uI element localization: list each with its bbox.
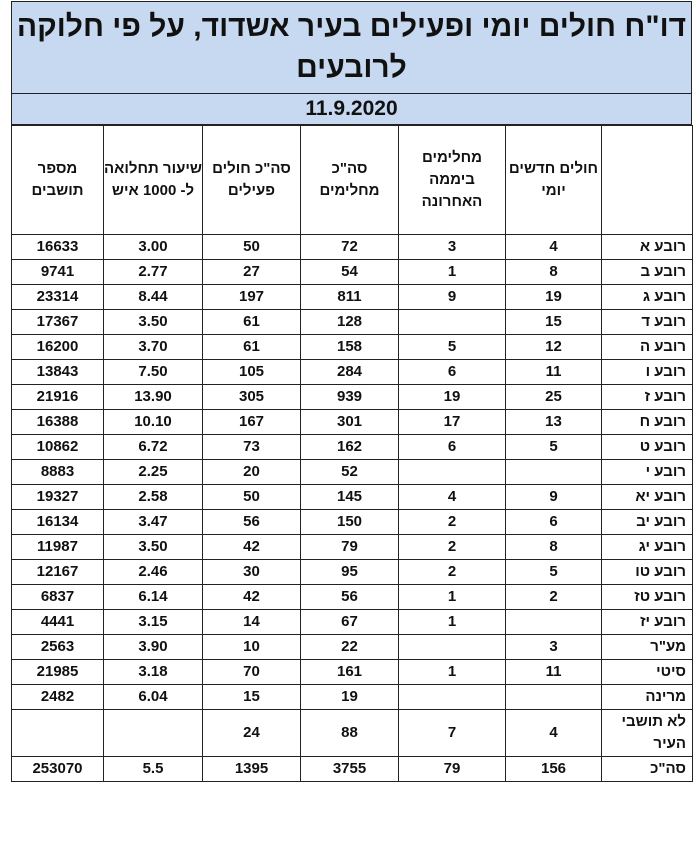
new-daily-cell: 25 <box>506 385 602 410</box>
table-row <box>12 535 693 560</box>
header-rate-per-1000: שיעור תחלואה ל- 1000 איש <box>104 126 203 235</box>
rate-cell: 2.58 <box>104 485 203 510</box>
recovered-24h-cell <box>399 460 506 485</box>
report-date: 11.9.2020 <box>11 94 692 125</box>
table-row <box>12 635 693 660</box>
total-active-cell: 1395 <box>203 757 301 782</box>
residents-cell: 8883 <box>12 460 104 485</box>
total-recovered-cell: 72 <box>301 235 399 260</box>
recovered-24h-cell: 4 <box>399 485 506 510</box>
district-name: רובע י <box>602 460 693 485</box>
rate-cell: 7.50 <box>104 360 203 385</box>
new-daily-cell: 11 <box>506 660 602 685</box>
residents-cell: 16134 <box>12 510 104 535</box>
total-recovered-cell: 22 <box>301 635 399 660</box>
rate-cell: 10.10 <box>104 410 203 435</box>
total-active-cell: 73 <box>203 435 301 460</box>
new-daily-cell <box>506 610 602 635</box>
residents-cell: 253070 <box>12 757 104 782</box>
new-daily-cell <box>506 685 602 710</box>
total-recovered-cell: 939 <box>301 385 399 410</box>
recovered-24h-cell: 17 <box>399 410 506 435</box>
rate-cell: 2.25 <box>104 460 203 485</box>
total-active-cell: 27 <box>203 260 301 285</box>
residents-cell: 9741 <box>12 260 104 285</box>
total-active-cell: 30 <box>203 560 301 585</box>
total-recovered-cell: 301 <box>301 410 399 435</box>
total-active-cell: 61 <box>203 310 301 335</box>
total-recovered-cell: 95 <box>301 560 399 585</box>
total-recovered-cell: 19 <box>301 685 399 710</box>
header-district <box>602 126 693 235</box>
table-row <box>12 385 693 410</box>
table-row <box>12 360 693 385</box>
total-active-cell: 61 <box>203 335 301 360</box>
district-name: מרינה <box>602 685 693 710</box>
rate-cell: 13.90 <box>104 385 203 410</box>
new-daily-cell: 2 <box>506 585 602 610</box>
rate-cell: 3.15 <box>104 610 203 635</box>
residents-cell: 4441 <box>12 610 104 635</box>
total-recovered-cell: 162 <box>301 435 399 460</box>
new-daily-cell: 15 <box>506 310 602 335</box>
residents-cell: 10862 <box>12 435 104 460</box>
new-daily-cell: 6 <box>506 510 602 535</box>
total-active-cell: 14 <box>203 610 301 635</box>
residents-cell: 6837 <box>12 585 104 610</box>
districts-table <box>11 125 693 782</box>
total-active-cell: 42 <box>203 535 301 560</box>
recovered-24h-cell: 6 <box>399 360 506 385</box>
new-daily-cell: 12 <box>506 335 602 360</box>
rate-cell: 3.50 <box>104 310 203 335</box>
table-row <box>12 335 693 360</box>
total-active-cell: 10 <box>203 635 301 660</box>
total-recovered-cell: 150 <box>301 510 399 535</box>
residents-cell: 16388 <box>12 410 104 435</box>
district-name: סיטי <box>602 660 693 685</box>
total-recovered-cell: 79 <box>301 535 399 560</box>
district-name: רובע ד <box>602 310 693 335</box>
residents-cell: 16200 <box>12 335 104 360</box>
district-name: מע"ר <box>602 635 693 660</box>
recovered-24h-cell: 7 <box>399 710 506 757</box>
district-name: רובע טז <box>602 585 693 610</box>
district-name: רובע יב <box>602 510 693 535</box>
rate-cell: 2.46 <box>104 560 203 585</box>
total-row <box>12 757 693 782</box>
residents-cell: 2482 <box>12 685 104 710</box>
table-row <box>12 585 693 610</box>
recovered-24h-cell: 79 <box>399 757 506 782</box>
district-name: רובע יא <box>602 485 693 510</box>
district-name: לא תושבי העיר <box>602 710 693 757</box>
recovered-24h-cell: 3 <box>399 235 506 260</box>
residents-cell: 16633 <box>12 235 104 260</box>
district-name: רובע ה <box>602 335 693 360</box>
total-active-cell: 167 <box>203 410 301 435</box>
residents-cell: 12167 <box>12 560 104 585</box>
recovered-24h-cell <box>399 310 506 335</box>
residents-cell: 21916 <box>12 385 104 410</box>
total-recovered-cell: 811 <box>301 285 399 310</box>
table-row <box>12 435 693 460</box>
district-name: רובע א <box>602 235 693 260</box>
total-active-cell: 197 <box>203 285 301 310</box>
total-active-cell: 50 <box>203 485 301 510</box>
residents-cell: 2563 <box>12 635 104 660</box>
table-row <box>12 460 693 485</box>
rate-cell: 6.04 <box>104 685 203 710</box>
table-row <box>12 485 693 510</box>
rate-cell: 3.70 <box>104 335 203 360</box>
recovered-24h-cell <box>399 685 506 710</box>
recovered-24h-cell: 2 <box>399 560 506 585</box>
total-active-cell: 105 <box>203 360 301 385</box>
report-title: דו"ח חולים יומי ופעילים בעיר אשדוד, על פי חלוקה לרובעים <box>11 1 692 94</box>
total-recovered-cell: 128 <box>301 310 399 335</box>
district-name: רובע יג <box>602 535 693 560</box>
new-daily-cell: 4 <box>506 235 602 260</box>
district-name: סה"כ <box>602 757 693 782</box>
recovered-24h-cell <box>399 635 506 660</box>
residents-cell <box>12 710 104 757</box>
recovered-24h-cell: 1 <box>399 610 506 635</box>
residents-cell: 23314 <box>12 285 104 310</box>
new-daily-cell: 5 <box>506 560 602 585</box>
total-recovered-cell: 54 <box>301 260 399 285</box>
district-name: רובע ז <box>602 385 693 410</box>
residents-cell: 19327 <box>12 485 104 510</box>
recovered-24h-cell: 2 <box>399 510 506 535</box>
rate-cell: 3.50 <box>104 535 203 560</box>
recovered-24h-cell: 1 <box>399 585 506 610</box>
new-daily-cell: 11 <box>506 360 602 385</box>
recovered-24h-cell: 2 <box>399 535 506 560</box>
table-row <box>12 610 693 635</box>
header-recovered-24h: מחלימים ביממה האחרונה <box>399 126 506 235</box>
district-name: רובע ו <box>602 360 693 385</box>
new-daily-cell: 13 <box>506 410 602 435</box>
district-name: רובע ט <box>602 435 693 460</box>
residents-cell: 13843 <box>12 360 104 385</box>
new-daily-cell: 5 <box>506 435 602 460</box>
rate-cell: 8.44 <box>104 285 203 310</box>
header-total-active: סה"כ חולים פעילים <box>203 126 301 235</box>
recovered-24h-cell: 1 <box>399 260 506 285</box>
header-total-recovered: סה"כ מחלימים <box>301 126 399 235</box>
total-active-cell: 24 <box>203 710 301 757</box>
total-recovered-cell: 88 <box>301 710 399 757</box>
new-daily-cell: 156 <box>506 757 602 782</box>
header-row <box>12 126 693 235</box>
rate-cell: 5.5 <box>104 757 203 782</box>
total-recovered-cell: 284 <box>301 360 399 385</box>
total-recovered-cell: 56 <box>301 585 399 610</box>
rate-cell: 3.18 <box>104 660 203 685</box>
district-name: רובע יז <box>602 610 693 635</box>
table-row <box>12 310 693 335</box>
total-active-cell: 20 <box>203 460 301 485</box>
total-recovered-cell: 158 <box>301 335 399 360</box>
table-row <box>12 685 693 710</box>
total-recovered-cell: 145 <box>301 485 399 510</box>
table-row <box>12 560 693 585</box>
recovered-24h-cell: 9 <box>399 285 506 310</box>
table-row <box>12 510 693 535</box>
recovered-24h-cell: 6 <box>399 435 506 460</box>
table-body <box>12 235 693 782</box>
recovered-24h-cell: 5 <box>399 335 506 360</box>
rate-cell: 3.00 <box>104 235 203 260</box>
new-daily-cell: 8 <box>506 260 602 285</box>
new-daily-cell <box>506 460 602 485</box>
district-name: רובע ח <box>602 410 693 435</box>
header-residents: מספר תושבים <box>12 126 104 235</box>
new-daily-cell: 9 <box>506 485 602 510</box>
new-daily-cell: 19 <box>506 285 602 310</box>
total-active-cell: 50 <box>203 235 301 260</box>
rate-cell: 6.14 <box>104 585 203 610</box>
new-daily-cell: 4 <box>506 710 602 757</box>
rate-cell: 3.47 <box>104 510 203 535</box>
total-active-cell: 70 <box>203 660 301 685</box>
total-recovered-cell: 52 <box>301 460 399 485</box>
rate-cell: 2.77 <box>104 260 203 285</box>
rate-cell <box>104 710 203 757</box>
table-row <box>12 660 693 685</box>
total-recovered-cell: 161 <box>301 660 399 685</box>
rate-cell: 6.72 <box>104 435 203 460</box>
table-row <box>12 710 693 757</box>
recovered-24h-cell: 19 <box>399 385 506 410</box>
rate-cell: 3.90 <box>104 635 203 660</box>
recovered-24h-cell: 1 <box>399 660 506 685</box>
district-name: רובע ב <box>602 260 693 285</box>
table-row <box>12 285 693 310</box>
district-name: רובע ג <box>602 285 693 310</box>
total-active-cell: 42 <box>203 585 301 610</box>
residents-cell: 21985 <box>12 660 104 685</box>
table-row <box>12 235 693 260</box>
new-daily-cell: 8 <box>506 535 602 560</box>
total-recovered-cell: 3755 <box>301 757 399 782</box>
new-daily-cell: 3 <box>506 635 602 660</box>
residents-cell: 11987 <box>12 535 104 560</box>
total-active-cell: 305 <box>203 385 301 410</box>
residents-cell: 17367 <box>12 310 104 335</box>
district-name: רובע טו <box>602 560 693 585</box>
table-row <box>12 260 693 285</box>
header-new-daily: חולים חדשים יומי <box>506 126 602 235</box>
total-active-cell: 56 <box>203 510 301 535</box>
total-active-cell: 15 <box>203 685 301 710</box>
total-recovered-cell: 67 <box>301 610 399 635</box>
table-row <box>12 410 693 435</box>
